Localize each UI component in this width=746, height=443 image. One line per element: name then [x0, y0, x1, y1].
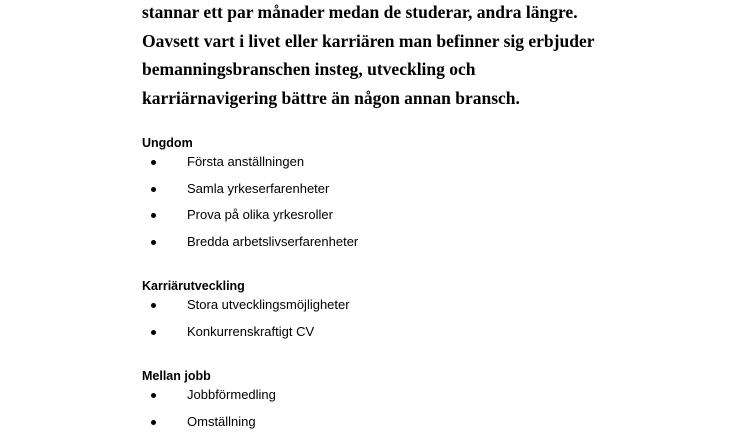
bullet-list [142, 300, 702, 353]
list-item [142, 210, 702, 237]
bullet-icon [151, 213, 156, 218]
list-item-text: Stora utvecklingsmöjligheter [187, 300, 350, 310]
intro-line: bemanningsbranschen insteg, utveckling och [142, 55, 742, 84]
section-ungdom [142, 135, 702, 263]
list-item-text: Bredda arbetslivserfarenheter [187, 237, 358, 247]
bullet-icon [151, 393, 156, 398]
section-karriarutveckling [142, 278, 702, 353]
section-heading: Mellan jobb [142, 368, 702, 384]
list-item-text: Konkurrenskraftigt CV [187, 327, 314, 337]
bullet-icon [151, 187, 156, 192]
list-item-text: Samla yrkeserfarenheter [187, 184, 329, 194]
intro-line: Oavsett vart i livet eller karriären man befinner sig erbjuder [142, 27, 742, 56]
list-item [142, 417, 702, 443]
list-item [142, 327, 702, 354]
list-item-text: Omställning [187, 417, 256, 427]
bullet-list [142, 390, 702, 443]
bullet-icon [151, 420, 156, 425]
list-item [142, 157, 702, 184]
section-mellan-jobb [142, 368, 702, 443]
list-item [142, 237, 702, 264]
list-item [142, 390, 702, 417]
list-item-text: Första anställningen [187, 157, 304, 167]
list-item [142, 300, 702, 327]
intro-paragraph [142, 0, 742, 112]
bullet-icon [151, 240, 156, 245]
bullet-icon [151, 160, 156, 165]
list-item-text: Jobbförmedling [187, 390, 276, 400]
bullet-icon [151, 303, 156, 308]
bullet-icon [151, 330, 156, 335]
list-item-text: Prova på olika yrkesroller [187, 210, 333, 220]
section-heading: Ungdom [142, 135, 702, 151]
intro-line: stannar ett par månader medan de studerar, andra längre. [142, 0, 742, 27]
section-heading: Karriärutveckling [142, 278, 702, 294]
intro-line: karriärnavigering bättre än någon annan bransch. [142, 84, 742, 113]
bullet-list [142, 157, 702, 263]
